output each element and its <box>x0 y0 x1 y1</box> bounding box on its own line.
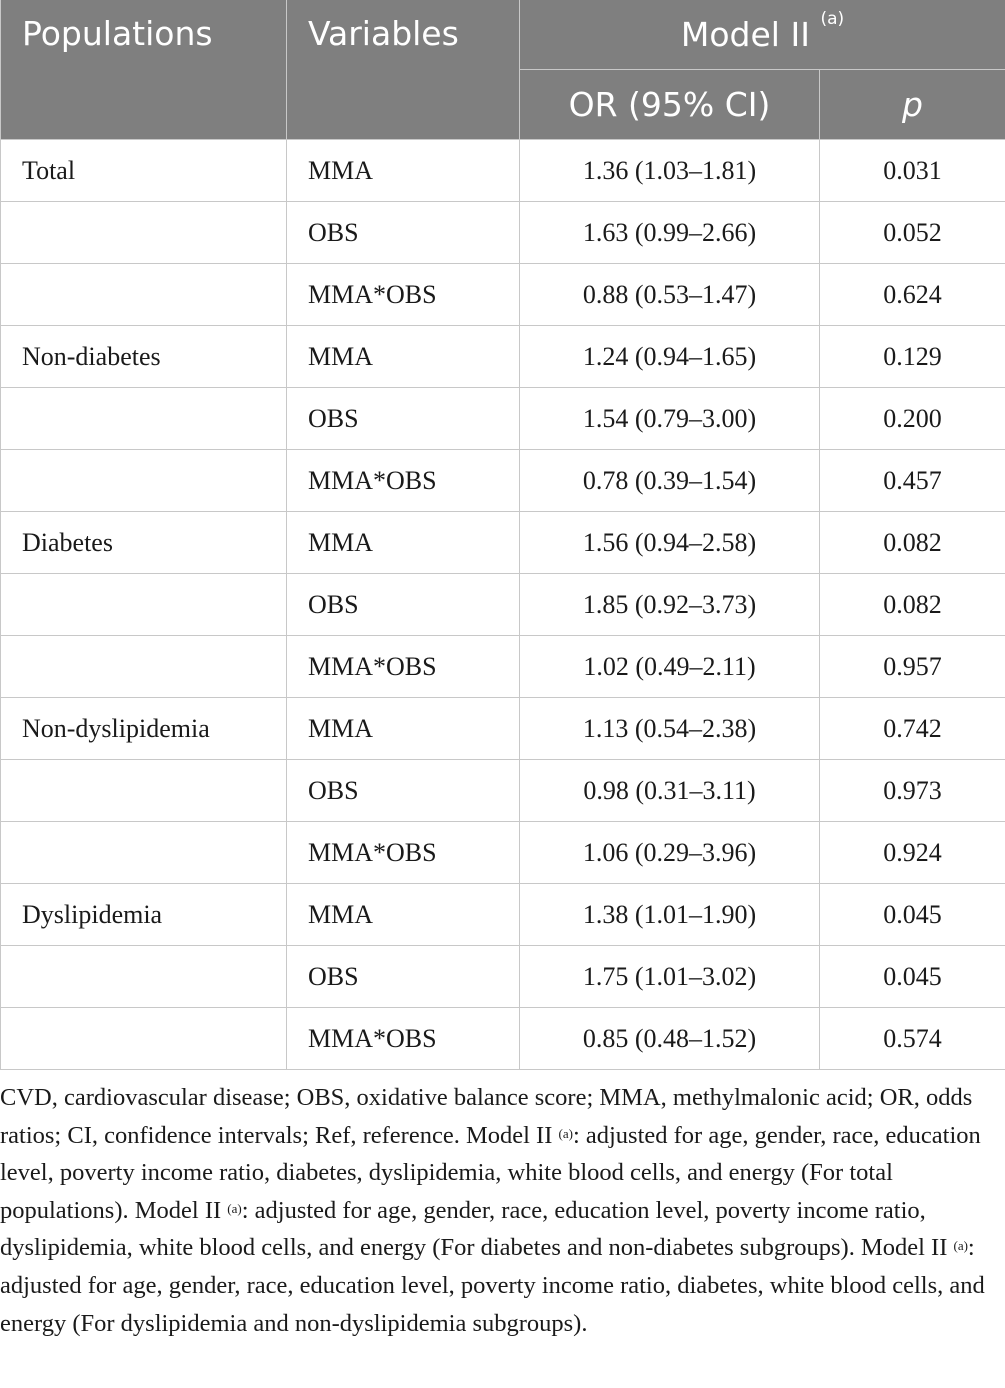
cell-variable: OBS <box>287 760 520 822</box>
cell-population: Total <box>1 140 287 202</box>
header-model-label: Model II <box>680 15 810 54</box>
table-header <box>1 0 1005 140</box>
cell-p-value: 0.457 <box>820 450 1005 512</box>
cell-population <box>1 388 287 450</box>
cell-or-ci: 1.54 (0.79–3.00) <box>520 388 820 450</box>
table-row <box>1 822 1005 884</box>
cell-variable: MMA*OBS <box>287 264 520 326</box>
cell-variable: MMA <box>287 884 520 946</box>
cell-p-value: 0.574 <box>820 1008 1005 1070</box>
cell-variable: MMA <box>287 140 520 202</box>
cell-p-value: 0.045 <box>820 946 1005 1008</box>
table-row <box>1 884 1005 946</box>
cell-population <box>1 636 287 698</box>
cell-p-value: 0.082 <box>820 512 1005 574</box>
footnote-part-2: : adjusted for age, gender, race, education level, poverty income ratio, diabetes, dyslipidemia, white blood cells, and energy (For total populations). Model II <box>0 1121 981 1224</box>
cell-variable: OBS <box>287 202 520 264</box>
header-or-ci: OR (95% CI) <box>520 70 820 140</box>
cell-or-ci: 0.85 (0.48–1.52) <box>520 1008 820 1070</box>
cell-or-ci: 1.56 (0.94–2.58) <box>520 512 820 574</box>
cell-or-ci: 0.88 (0.53–1.47) <box>520 264 820 326</box>
table-row <box>1 202 1005 264</box>
cell-p-value: 0.045 <box>820 884 1005 946</box>
footnote-part-3: : adjusted for age, gender, race, education level, poverty income ratio, dyslipidemia, white blood cells, and energy (For diabetes and non-diabetes subgroups). Model II <box>0 1196 954 1262</box>
cell-population <box>1 760 287 822</box>
cell-population <box>1 574 287 636</box>
cell-or-ci: 1.38 (1.01–1.90) <box>520 884 820 946</box>
cell-or-ci: 1.63 (0.99–2.66) <box>520 202 820 264</box>
footnote-sup-3: (a) <box>953 1238 968 1254</box>
cell-population: Dyslipidemia <box>1 884 287 946</box>
cell-or-ci: 1.85 (0.92–3.73) <box>520 574 820 636</box>
cell-p-value: 0.973 <box>820 760 1005 822</box>
cell-variable: MMA*OBS <box>287 636 520 698</box>
cell-population: Non-diabetes <box>1 326 287 388</box>
header-model-sup: (a) <box>820 9 845 29</box>
table-row <box>1 636 1005 698</box>
table-row <box>1 326 1005 388</box>
table-body <box>1 140 1005 1070</box>
table-row <box>1 450 1005 512</box>
cell-variable: MMA <box>287 326 520 388</box>
cell-population <box>1 202 287 264</box>
cell-or-ci: 0.98 (0.31–3.11) <box>520 760 820 822</box>
cell-or-ci: 1.36 (1.03–1.81) <box>520 140 820 202</box>
cell-p-value: 0.052 <box>820 202 1005 264</box>
table-row <box>1 140 1005 202</box>
cell-p-value: 0.924 <box>820 822 1005 884</box>
footnote-part-1: CVD, cardiovascular disease; OBS, oxidative balance score; MMA, methylmalonic acid; OR, odds ratios; CI, confidence intervals; Ref, reference. Model II <box>0 1084 973 1149</box>
table-row <box>1 512 1005 574</box>
header-p <box>820 70 1005 140</box>
header-populations: Populations <box>1 0 287 140</box>
cell-or-ci: 1.02 (0.49–2.11) <box>520 636 820 698</box>
cell-variable: OBS <box>287 574 520 636</box>
cell-p-value: 0.129 <box>820 326 1005 388</box>
cell-or-ci: 0.78 (0.39–1.54) <box>520 450 820 512</box>
cell-population <box>1 450 287 512</box>
footnote-sup-2: (a) <box>227 1200 242 1216</box>
cell-variable: OBS <box>287 946 520 1008</box>
cell-or-ci: 1.24 (0.94–1.65) <box>520 326 820 388</box>
table-row <box>1 388 1005 450</box>
cell-p-value: 0.742 <box>820 698 1005 760</box>
cell-population <box>1 822 287 884</box>
table-row <box>1 574 1005 636</box>
table-row <box>1 760 1005 822</box>
cell-population <box>1 1008 287 1070</box>
cell-variable: OBS <box>287 388 520 450</box>
table-row <box>1 264 1005 326</box>
cell-variable: MMA*OBS <box>287 1008 520 1070</box>
cell-or-ci: 1.06 (0.29–3.96) <box>520 822 820 884</box>
table-row <box>1 946 1005 1008</box>
header-variables: Variables <box>287 0 520 140</box>
cell-p-value: 0.957 <box>820 636 1005 698</box>
cell-population <box>1 264 287 326</box>
cell-variable: MMA <box>287 698 520 760</box>
cell-or-ci: 1.13 (0.54–2.38) <box>520 698 820 760</box>
cell-population <box>1 946 287 1008</box>
cell-variable: MMA*OBS <box>287 450 520 512</box>
cell-p-value: 0.082 <box>820 574 1005 636</box>
table-footnote <box>0 1079 1005 1342</box>
footnote-sup-1: (a) <box>558 1125 573 1141</box>
cell-p-value: 0.031 <box>820 140 1005 202</box>
cell-or-ci: 1.75 (1.01–3.02) <box>520 946 820 1008</box>
cell-variable: MMA*OBS <box>287 822 520 884</box>
table-row <box>1 698 1005 760</box>
header-model <box>520 0 1005 70</box>
cell-variable: MMA <box>287 512 520 574</box>
header-p-label: p <box>902 85 923 124</box>
table-row <box>1 1008 1005 1070</box>
cell-population: Non-dyslipidemia <box>1 698 287 760</box>
cell-p-value: 0.624 <box>820 264 1005 326</box>
cell-p-value: 0.200 <box>820 388 1005 450</box>
cell-population: Diabetes <box>1 512 287 574</box>
footnote-part-4: : adjusted for age, gender, race, education level, poverty income ratio, diabetes, white blood cells, and energy (For dyslipidemia and non-dyslipidemia subgroups). <box>0 1234 985 1337</box>
